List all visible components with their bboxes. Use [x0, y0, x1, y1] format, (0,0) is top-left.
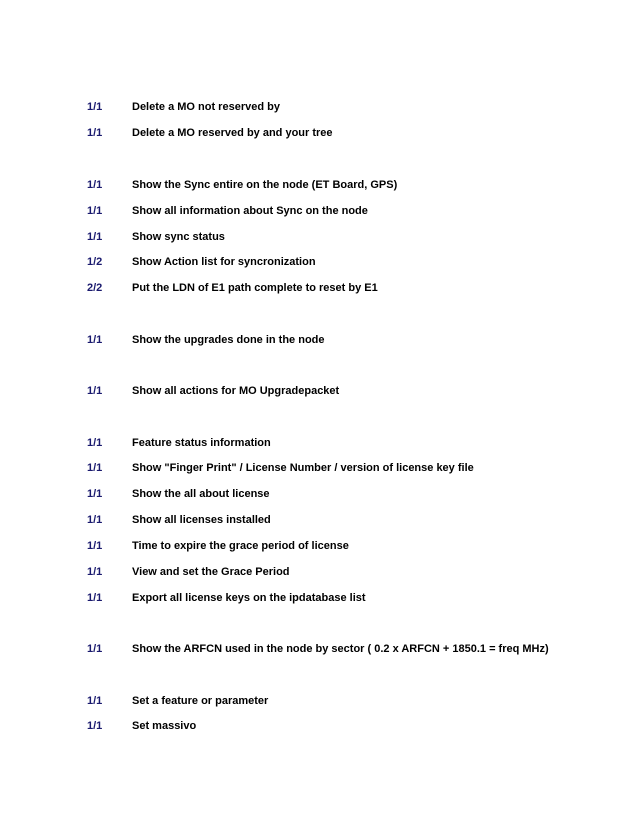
- list-item: [0, 590, 638, 606]
- entry-text: Show "Finger Print" / License Number / version of license key file: [132, 462, 474, 474]
- entry-text: View and set the Grace Period: [132, 566, 290, 578]
- list-item: [0, 693, 638, 709]
- list-item: [0, 229, 638, 245]
- entry-number: 1/1: [87, 127, 103, 139]
- entry-number: 1/1: [87, 462, 103, 474]
- entry-number: 1/1: [87, 566, 103, 578]
- list-item: [0, 486, 638, 502]
- entry-text: Feature status information: [132, 437, 271, 449]
- entry-text: Show the all about license: [132, 488, 270, 500]
- list-item: [0, 383, 638, 399]
- entry-text: Show the ARFCN used in the node by sector ( 0.2 x ARFCN + 1850.1 = freq MHz): [132, 643, 549, 655]
- entry-number: 1/1: [87, 643, 103, 655]
- list-item: [0, 332, 638, 348]
- entry-number: 1/1: [87, 437, 103, 449]
- entry-number: 2/2: [87, 282, 103, 294]
- entry-number: 1/1: [87, 101, 103, 113]
- entry-text: Delete a MO reserved by and your tree: [132, 127, 333, 139]
- entry-text: Set a feature or parameter: [132, 695, 269, 707]
- entry-text: Show the upgrades done in the node: [132, 334, 325, 346]
- list-item: [0, 718, 638, 734]
- entry-text: Set massivo: [132, 720, 197, 732]
- entry-number: 1/1: [87, 695, 103, 707]
- list-item: [0, 254, 638, 270]
- entry-text: Put the LDN of E1 path complete to reset by E1: [132, 282, 378, 294]
- entry-number: 1/1: [87, 514, 103, 526]
- list-item: [0, 280, 638, 296]
- entry-text: Show sync status: [132, 231, 225, 243]
- list-item: [0, 125, 638, 141]
- entry-number: 1/1: [87, 334, 103, 346]
- entry-text: Show the Sync entire on the node (ET Board, GPS): [132, 179, 398, 191]
- list-item: [0, 641, 638, 657]
- entry-text: Delete a MO not reserved by: [132, 101, 280, 113]
- list-item: [0, 538, 638, 554]
- list-item: [0, 460, 638, 476]
- entry-text: Time to expire the grace period of license: [132, 540, 349, 552]
- entry-number: 1/1: [87, 488, 103, 500]
- entry-number: 1/1: [87, 540, 103, 552]
- entry-number: 1/1: [87, 231, 103, 243]
- entry-number: 1/1: [87, 205, 103, 217]
- entry-number: 1/2: [87, 256, 103, 268]
- list-item: [0, 177, 638, 193]
- entry-number: 1/1: [87, 592, 103, 604]
- list-item: [0, 203, 638, 219]
- entry-text: Show all licenses installed: [132, 514, 271, 526]
- list-item: [0, 512, 638, 528]
- list-item: [0, 435, 638, 451]
- entry-number: 1/1: [87, 385, 103, 397]
- entry-text: Show all information about Sync on the node: [132, 205, 368, 217]
- entry-number: 1/1: [87, 720, 103, 732]
- entry-text: Export all license keys on the ipdatabase list: [132, 592, 366, 604]
- entry-text: Show all actions for MO Upgradepacket: [132, 385, 340, 397]
- entry-text: Show Action list for syncronization: [132, 256, 316, 268]
- list-item: [0, 564, 638, 580]
- entry-number: 1/1: [87, 179, 103, 191]
- list-item: [0, 99, 638, 115]
